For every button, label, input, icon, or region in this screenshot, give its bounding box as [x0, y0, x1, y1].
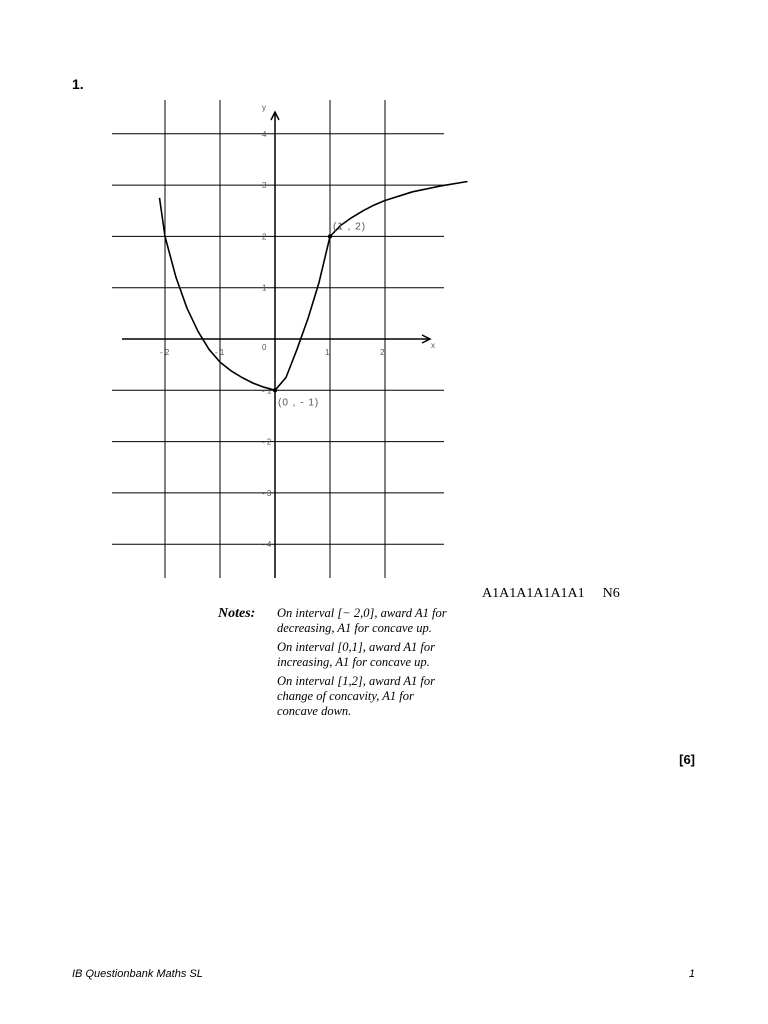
question-number: 1. [72, 76, 84, 92]
y-tick-label: - 3 [262, 488, 272, 498]
note-item: On interval [1,2], award A1 for change of concavity, A1 for concave down. [277, 674, 435, 718]
y-tick-label: - 2 [262, 437, 272, 447]
point-labels [273, 221, 366, 408]
y-tick-label: 2 [262, 232, 267, 242]
page-number: 1 [688, 968, 695, 980]
axes [122, 112, 430, 578]
y-tick-label: - 4 [262, 540, 272, 550]
point-label: (0 , - 1) [278, 397, 320, 409]
x-tick-label: - 1 [215, 348, 225, 357]
x-tick-label: 1 [325, 348, 330, 357]
mark-allocation [482, 586, 620, 602]
x-tick-label: 2 [380, 348, 385, 357]
tick-labels [160, 103, 435, 549]
note-item: On interval [0,1], award A1 for increasing, A1 for concave up. [277, 640, 435, 669]
origin-label: 0 [262, 343, 267, 352]
notes-heading: Notes: [218, 606, 256, 621]
marks-code: N6 [602, 586, 620, 601]
x-axis-label: x [431, 341, 435, 350]
y-axis-label: y [262, 103, 266, 112]
curve-layer [160, 182, 468, 391]
y-tick-label: 3 [262, 181, 267, 191]
curve-point [328, 234, 332, 238]
y-tick-label: - 1 [262, 386, 272, 396]
function-curve [160, 182, 468, 391]
total-marks: [6] [679, 752, 695, 767]
footer-source: IB Questionbank Maths SL [72, 968, 203, 980]
notes-list [277, 606, 457, 723]
y-tick-label: 4 [262, 129, 267, 139]
curve-point [273, 388, 277, 392]
y-tick-label: 1 [262, 283, 267, 293]
marks-awarded: A1A1A1A1A1A1 [482, 586, 585, 601]
point-label: (1 , 2) [333, 221, 367, 233]
x-tick-label: - 2 [160, 348, 170, 357]
note-item: On interval [− 2,0], award A1 for decreasing, A1 for concave up. [277, 606, 447, 635]
